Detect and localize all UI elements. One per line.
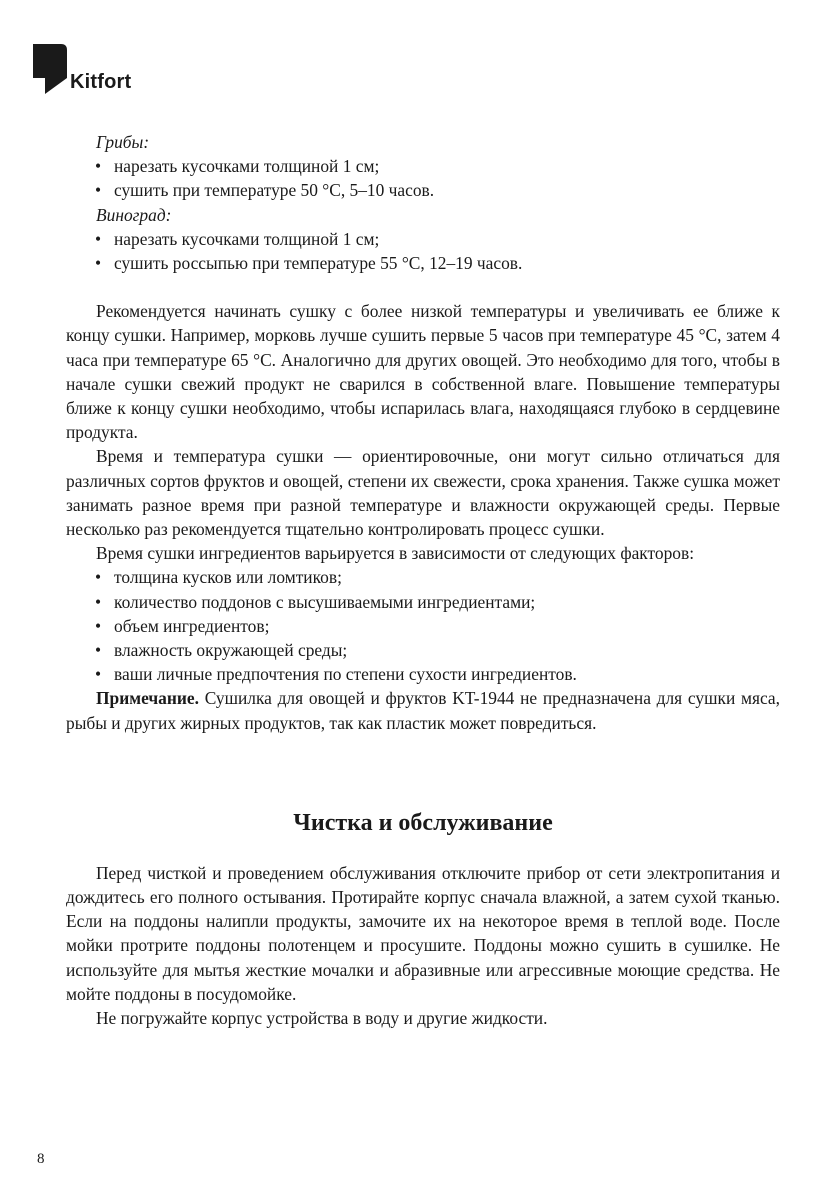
section-cleaning xyxy=(66,861,780,1030)
section-heading-cleaning: Чистка и обслуживание xyxy=(293,809,553,836)
kitfort-logo xyxy=(33,44,131,94)
subheading-grapes: Виноград: xyxy=(96,204,172,225)
page-number: 8 xyxy=(37,1151,45,1167)
list-item: • толщина кусков или ломтиков; xyxy=(66,565,780,589)
list-item: • нарезать кусочками толщиной 1 см; xyxy=(66,227,780,251)
paragraph-cleaning: Перед чисткой и проведением обслуживания отключите прибор от сети электропитания и дождитесь его полного остывания. Протирайте корпус сначала влажной, а затем сухой тканью. Если на поддоны налипли продукты, замочите их на некоторое время в теплой воде. После мойки протрите поддоны полотенцем и просушите. Поддоны можно сушить в сушилке. Не используйте для мытья жесткие мочалки и абразивные или агрессивные моющие средства. Не мойте поддоны в посудомойке. xyxy=(66,862,780,1004)
note-label: Примечание. xyxy=(96,688,199,709)
list-item: • объем ингредиентов; xyxy=(66,614,780,638)
list-item: • влажность окружающей среды; xyxy=(66,638,780,662)
paragraph-temperature: Рекомендуется начинать сушку с более низкой температуры и увеличивать ее ближе к концу сушки. Например, морковь лучше сушить первые 5 часов при температуре 45 °С, затем 4 часа при температуре 65 °С. Аналогично для других овощей. Это необходимо для того, чтобы в начале сушки свежий продукт не сварился в собственной влаге. Повышение температуры ближе к концу сушки необходимо, чтобы испарилась влага, находящаяся глубоко в сердцевине продукта. xyxy=(66,301,780,443)
page-content xyxy=(66,130,780,1030)
list-item: • сушить россыпью при температуре 55 °С, 12–19 часов. xyxy=(66,251,780,275)
list-item: • количество поддонов с высушиваемыми ингредиентами; xyxy=(66,590,780,614)
section-recommendations xyxy=(66,299,780,735)
note-paragraph xyxy=(66,686,780,734)
paragraph-factors: Время сушки ингредиентов варьируется в зависимости от следующих факторов: xyxy=(96,543,695,564)
kitfort-logo-icon xyxy=(33,44,67,94)
paragraph-no-immersion: Не погружайте корпус устройства в воду и другие жидкости. xyxy=(96,1008,548,1029)
list-item: • нарезать кусочками толщиной 1 см; xyxy=(66,154,780,178)
section-drying-items xyxy=(66,130,780,275)
list-item: • ваши личные предпочтения по степени сухости ингредиентов. xyxy=(66,662,780,686)
list-item: • сушить при температуре 50 °С, 5–10 часов. xyxy=(66,178,780,202)
note-text: Сушилка для овощей и фруктов KT-1944 не предназначена для сушки мяса, рыбы и других жирных продуктов, так как пластик может повредиться. xyxy=(66,688,780,733)
subheading-mushrooms: Грибы: xyxy=(96,132,150,152)
paragraph-time-temperature: Время и температура сушки — ориентировочные, они могут сильно отличаться для различных сортов фруктов и овощей, степени их свежести, срока хранения. Также сушка может занимать разное время при разной температуре и влажности окружающей среды. Первые несколько раз рекомендуется тщательно контролировать процесс сушки. xyxy=(66,446,780,540)
logo-text: Kitfort xyxy=(70,71,132,93)
